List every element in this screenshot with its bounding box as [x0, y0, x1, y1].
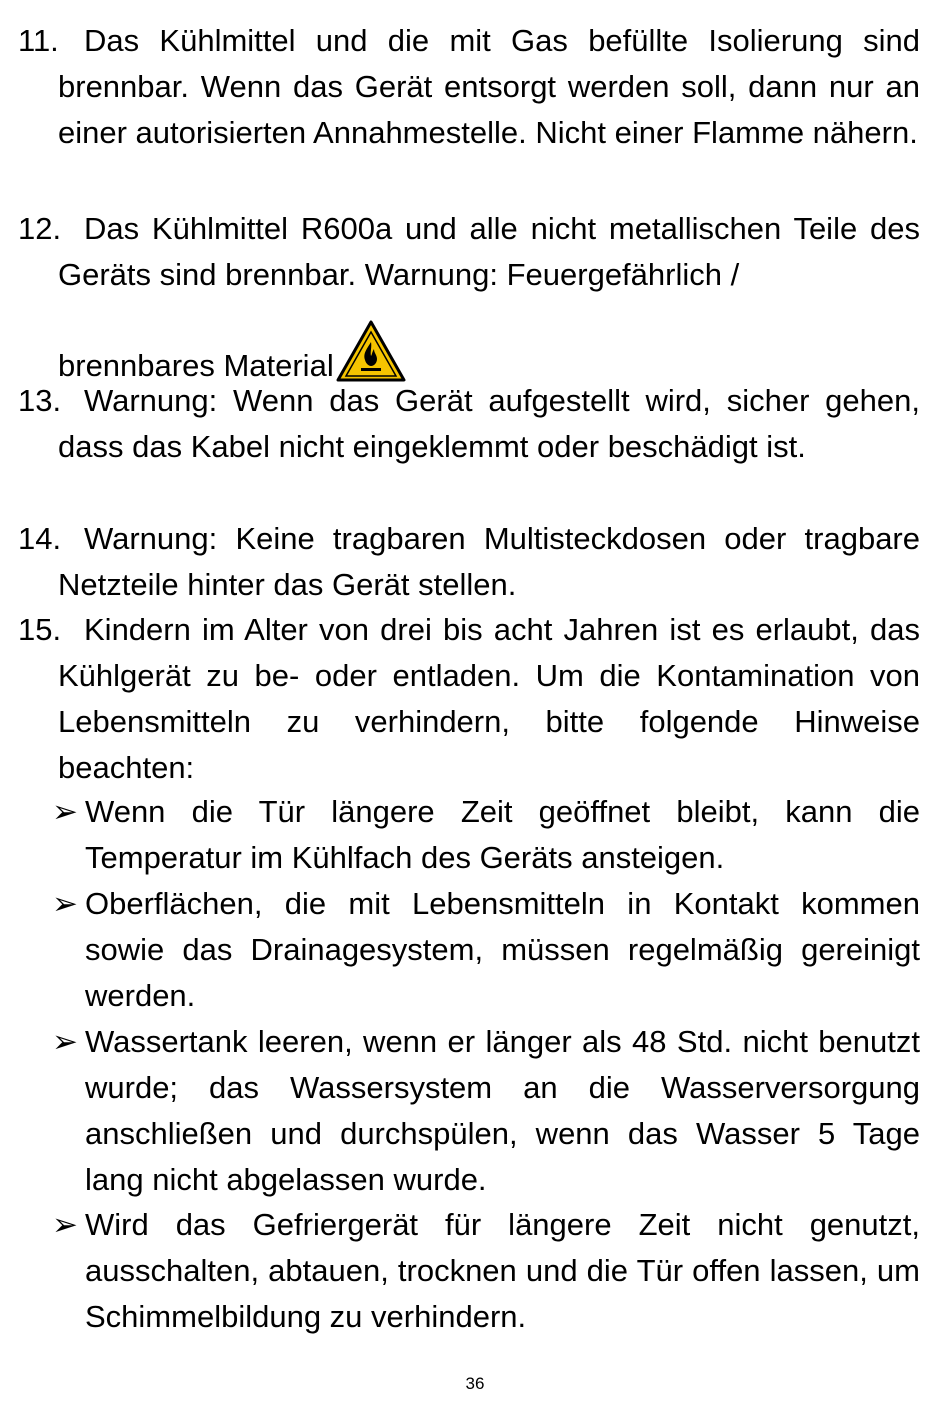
hint-bullet-3 [52, 1019, 920, 1203]
safety-item-11 [18, 18, 920, 156]
item-text: Das Kühlmittel R600a und alle nicht metallischen Teile des Geräts sind brennbar. Warnung: Feuergefährlich / [58, 211, 920, 292]
page-number: 36 [465, 1374, 485, 1393]
arrow-bullet-icon: ➢ [52, 1207, 78, 1242]
item-number: 12. [18, 211, 62, 246]
hint-bullet-4 [52, 1202, 920, 1340]
hint-bullet-2 [52, 881, 920, 1019]
safety-item-15 [18, 607, 930, 791]
bullet-text: Wassertank leeren, wenn er länger als 48 Std. nicht benutzt wurde; das Wassersystem an die Wasserversorgung anschließen und durchspülen, wenn das Wasser 5 Tage lang nicht abgelassen wurde. [85, 1024, 920, 1197]
bullet-text: Wenn die Tür längere Zeit geöffnet bleibt, kann die Temperatur im Kühlfach des Geräts ansteigen. [85, 794, 920, 875]
item-number: 15. [18, 612, 62, 647]
item-text: Kindern im Alter von drei bis acht Jahren ist es erlaubt, das Kühlgerät zu be- oder entladen. Um die Kontamination von Lebensmitteln zu verhindern, bitte folgende Hinweise beachten: [58, 612, 920, 785]
arrow-bullet-icon: ➢ [52, 886, 78, 921]
arrow-bullet-icon: ➢ [52, 1024, 78, 1059]
safety-item-14 [18, 516, 920, 608]
item-number: 14. [18, 521, 62, 556]
arrow-bullet-icon: ➢ [52, 794, 78, 829]
item-number: 13. [18, 383, 62, 418]
item-text: Warnung: Wenn das Gerät aufgestellt wird, sicher gehen, dass das Kabel nicht eingeklemmt oder beschädigt ist. [58, 383, 920, 464]
item-number: 11. [18, 23, 59, 58]
safety-item-13 [18, 378, 920, 470]
item-text-continued: brennbares Material [58, 348, 334, 383]
safety-item-12 [18, 206, 920, 298]
bullet-text: Oberflächen, die mit Lebensmitteln in Kontakt kommen sowie das Drainagesystem, müssen regelmäßig gereinigt werden. [85, 886, 920, 1013]
item-text: Das Kühlmittel und die mit Gas befüllte Isolierung sind brennbar. Wenn das Gerät entsorgt werden soll, dann nur an einer autorisierten Annahmestelle. Nicht einer Flamme nähern. [58, 23, 920, 150]
item-text: Warnung: Keine tragbaren Multisteckdosen oder tragbare Netzteile hinter das Gerät stellen. [58, 521, 920, 602]
bullet-text: Wird das Gefriergerät für längere Zeit nicht genutzt, ausschalten, abtauen, trocknen und die Tür offen lassen, um Schimmelbildung zu verhindern. [85, 1207, 920, 1334]
hint-bullet-1 [52, 789, 920, 881]
